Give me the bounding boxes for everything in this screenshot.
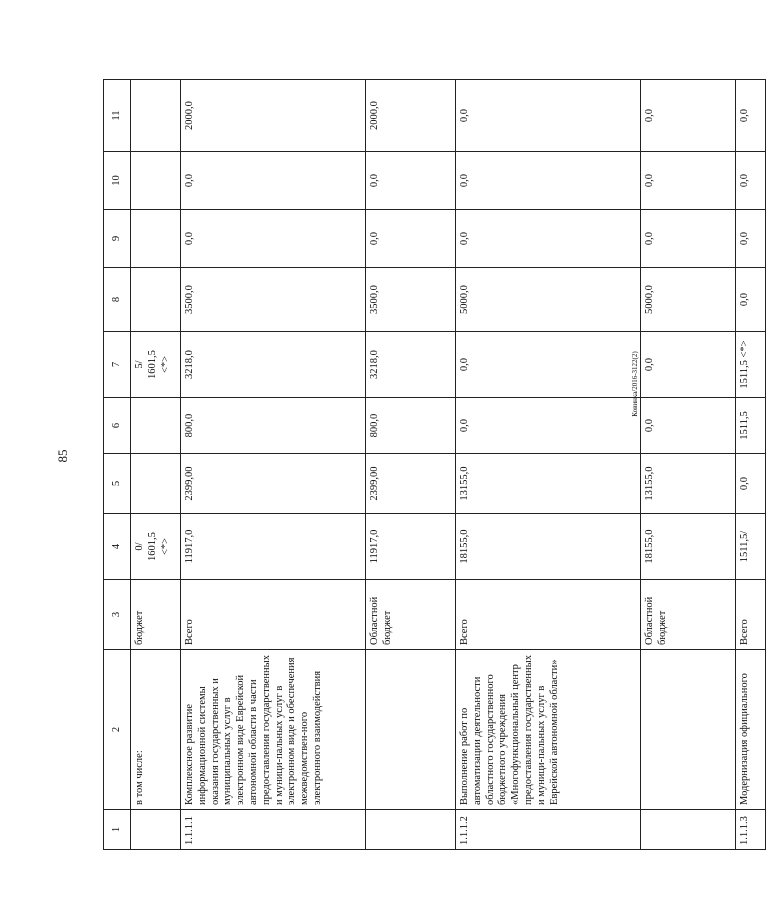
value-cell: 0,0 bbox=[456, 152, 641, 210]
row-description-cell bbox=[641, 650, 736, 810]
table-row bbox=[181, 80, 366, 850]
value-cell bbox=[131, 210, 181, 268]
row-description-cell: Выполнение работ по автоматизации деятельности областного государственного бюджетного учреждения «Многофункциональный центр предоставления государственных и муници-пальных услуг в Еврейской автономной области» bbox=[456, 650, 641, 810]
header-cell: 5 bbox=[104, 454, 131, 514]
value-cell: 800,0 bbox=[366, 398, 456, 454]
value-cell: 3500,0 bbox=[366, 268, 456, 332]
header-cell: 9 bbox=[104, 210, 131, 268]
value-cell: 0,0 bbox=[736, 268, 766, 332]
value-cell: 5000,0 bbox=[641, 268, 736, 332]
value-cell: 0,0 bbox=[456, 210, 641, 268]
value-cell: 3500,0 bbox=[181, 268, 366, 332]
row-code-cell bbox=[131, 810, 181, 850]
value-cell: 0,0 bbox=[366, 210, 456, 268]
row-description-cell bbox=[366, 650, 456, 810]
document-code: Ковинка/2016-3122(2) bbox=[631, 351, 639, 417]
value-cell bbox=[131, 398, 181, 454]
header-cell: 8 bbox=[104, 268, 131, 332]
header-cell: 6 bbox=[104, 398, 131, 454]
value-cell: 0,0 bbox=[456, 398, 641, 454]
table-row bbox=[366, 80, 456, 850]
value-cell: 0,0 bbox=[641, 80, 736, 152]
value-cell: 0,0 bbox=[641, 152, 736, 210]
row-code-cell: 1.1.1.1 bbox=[181, 810, 366, 850]
table-row bbox=[736, 80, 766, 850]
value-cell: 0,0 bbox=[736, 454, 766, 514]
value-cell: 0/ 1601,5 <*> bbox=[131, 514, 181, 580]
value-cell: 0,0 bbox=[456, 80, 641, 152]
value-cell: 2399,00 bbox=[181, 454, 366, 514]
header-cell: 2 bbox=[104, 650, 131, 810]
value-cell: 0,0 bbox=[181, 152, 366, 210]
header-cell: 3 bbox=[104, 580, 131, 650]
row-code-cell bbox=[366, 810, 456, 850]
header-cell: 4 bbox=[104, 514, 131, 580]
value-cell: 2399,00 bbox=[366, 454, 456, 514]
row-description-cell: Модернизация официального bbox=[736, 650, 766, 810]
value-cell: 13155,0 bbox=[456, 454, 641, 514]
value-cell bbox=[131, 454, 181, 514]
header-row bbox=[104, 80, 131, 850]
funding-source-cell: Всего bbox=[736, 580, 766, 650]
value-cell: 0,0 bbox=[456, 332, 641, 398]
value-cell: 1511,5 bbox=[736, 398, 766, 454]
funding-source-cell: Областной бюджет bbox=[641, 580, 736, 650]
value-cell: 0,0 bbox=[366, 152, 456, 210]
value-cell: 3218,0 bbox=[181, 332, 366, 398]
value-cell: 18155,0 bbox=[641, 514, 736, 580]
row-code-cell: 1.1.1.3 bbox=[736, 810, 766, 850]
value-cell: 13155,0 bbox=[641, 454, 736, 514]
row-description-cell: в том числе: bbox=[131, 650, 181, 810]
row-description-cell: Комплексное развитие информационной системы оказания государственных и муниципальных услуг в электронном виде Еврейской автономной области в части предоставления государственных и муници-пальных услуг в электронном виде и обеспечения межведомствен-ного электронного взаимодействия bbox=[181, 650, 366, 810]
row-code-cell: 1.1.1.2 bbox=[456, 810, 641, 850]
table-row bbox=[456, 80, 641, 850]
value-cell: 5000,0 bbox=[456, 268, 641, 332]
header-cell: 1 bbox=[104, 810, 131, 850]
value-cell: 0,0 bbox=[181, 210, 366, 268]
page-number: 85 bbox=[55, 449, 70, 463]
table-body bbox=[131, 80, 766, 850]
value-cell: 18155,0 bbox=[456, 514, 641, 580]
value-cell: 1511,5 <*> bbox=[736, 332, 766, 398]
value-cell: 5/ 1601,5 <*> bbox=[131, 332, 181, 398]
header-cell: 7 bbox=[104, 332, 131, 398]
value-cell: 11917,0 bbox=[366, 514, 456, 580]
budget-table bbox=[103, 79, 766, 850]
value-cell: 0,0 bbox=[641, 332, 736, 398]
value-cell: 800,0 bbox=[181, 398, 366, 454]
table-row bbox=[131, 80, 181, 850]
value-cell bbox=[131, 80, 181, 152]
funding-source-cell: бюджет bbox=[131, 580, 181, 650]
header-cell: 10 bbox=[104, 152, 131, 210]
table-row bbox=[641, 80, 736, 850]
value-cell: 0,0 bbox=[736, 80, 766, 152]
value-cell: 2000,0 bbox=[181, 80, 366, 152]
value-cell: 0,0 bbox=[641, 210, 736, 268]
value-cell: 1511,5/ bbox=[736, 514, 766, 580]
header-cell: 11 bbox=[104, 80, 131, 152]
value-cell bbox=[131, 152, 181, 210]
row-code-cell bbox=[641, 810, 736, 850]
value-cell: 3218,0 bbox=[366, 332, 456, 398]
funding-source-cell: Всего bbox=[456, 580, 641, 650]
value-cell: 0,0 bbox=[736, 210, 766, 268]
value-cell bbox=[131, 268, 181, 332]
value-cell: 0,0 bbox=[641, 398, 736, 454]
value-cell: 0,0 bbox=[736, 152, 766, 210]
funding-source-cell: Всего bbox=[181, 580, 366, 650]
value-cell: 2000,0 bbox=[366, 80, 456, 152]
funding-source-cell: Областной бюджет bbox=[366, 580, 456, 650]
value-cell: 11917,0 bbox=[181, 514, 366, 580]
